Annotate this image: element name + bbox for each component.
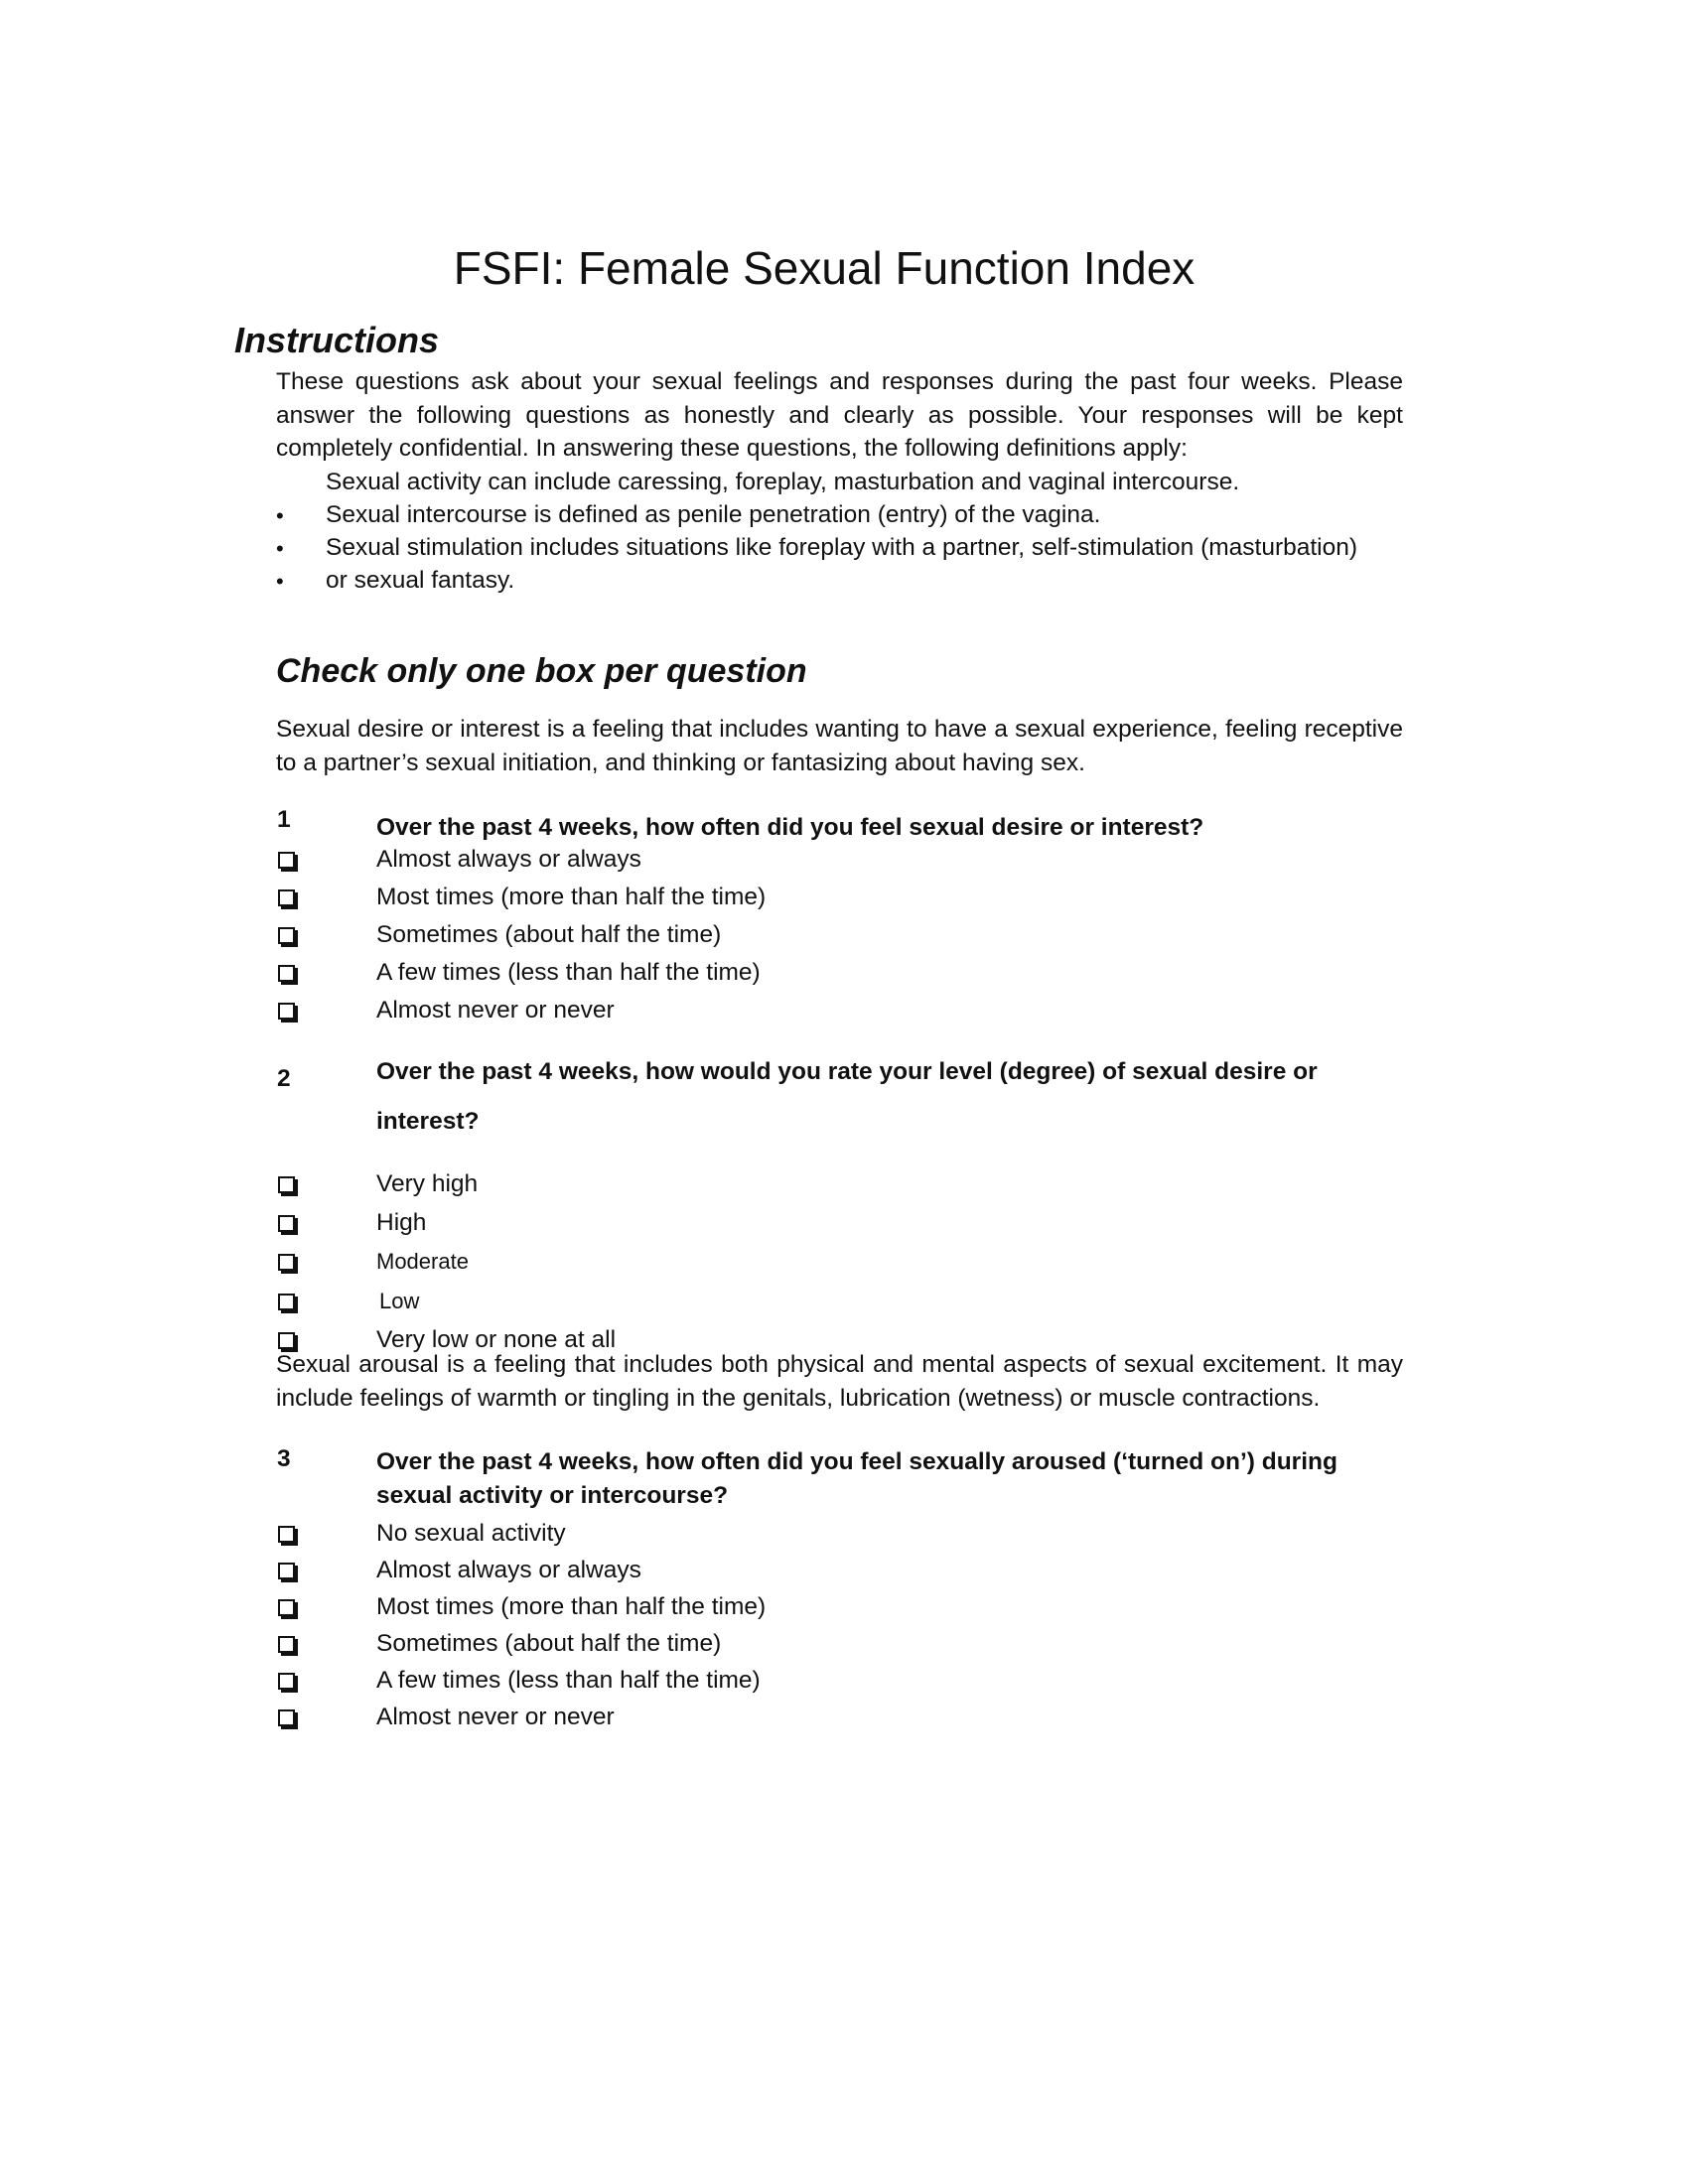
option-label: Sometimes (about half the time) [376, 921, 722, 948]
checkbox-icon[interactable] [278, 1332, 295, 1349]
checkbox-icon[interactable] [278, 852, 295, 869]
question-2-option-3[interactable] [278, 1245, 469, 1279]
question-1-option-1[interactable] [278, 843, 641, 877]
definition-sexual-stimulation: Sexual stimulation includes situations like foreplay with a partner, self-stimulation (masturbation) [326, 534, 1358, 561]
instructions-intro: These questions ask about your sexual feelings and responses during the past four weeks. Please answer the following questions as honestly and clearly as possible. Your responses will be kept completely confidential. In answering these questions, the following definitions apply: [276, 368, 1403, 462]
option-label: Almost always or always [376, 846, 641, 873]
question-1-option-4[interactable] [278, 956, 761, 990]
option-label: A few times (less than half the time) [376, 959, 761, 986]
question-2-text-line1: Over the past 4 weeks, how would you rate your level (degree) of sexual desire or [376, 1058, 1318, 1085]
checkbox-icon[interactable] [278, 1599, 295, 1616]
question-3-option-5[interactable] [278, 1664, 761, 1698]
checkbox-icon[interactable] [278, 1563, 295, 1579]
checkbox-icon[interactable] [278, 1003, 295, 1020]
option-label: Almost never or never [376, 1704, 615, 1730]
question-2-number: 2 [277, 1065, 291, 1092]
option-label: Low [379, 1289, 420, 1313]
option-label: Most times (more than half the time) [376, 1593, 767, 1620]
check-one-heading: Check only one box per question [276, 652, 807, 690]
definition-sexual-intercourse: Sexual intercourse is defined as penile penetration (entry) of the vagina. [326, 501, 1101, 528]
option-label: Almost always or always [376, 1557, 641, 1583]
option-label: Almost never or never [376, 997, 615, 1024]
question-2-option-4[interactable] [278, 1285, 420, 1318]
option-label: Very high [376, 1170, 479, 1197]
checkbox-icon[interactable] [278, 889, 295, 906]
checkbox-icon[interactable] [278, 1215, 295, 1232]
option-label: Most times (more than half the time) [376, 884, 767, 910]
checkbox-icon[interactable] [278, 965, 295, 982]
instructions-heading: Instructions [234, 320, 440, 360]
option-label: Moderate [376, 1249, 469, 1274]
question-3-option-1[interactable] [278, 1517, 566, 1551]
question-2-text-line2: interest? [376, 1108, 480, 1135]
option-label: Very low or none at all [376, 1326, 617, 1353]
checkbox-icon[interactable] [278, 1709, 295, 1726]
definition-sexual-stimulation-cont: or sexual fantasy. [326, 567, 515, 594]
question-3-option-6[interactable] [278, 1701, 615, 1734]
question-1-number: 1 [277, 806, 291, 833]
option-label: High [376, 1209, 427, 1236]
question-1-option-5[interactable] [278, 994, 615, 1027]
option-label: A few times (less than half the time) [376, 1667, 761, 1694]
question-3-text: Over the past 4 weeks, how often did you feel sexually aroused (‘turned on’) during sexual activity or intercourse? [376, 1448, 1337, 1509]
checkbox-icon[interactable] [278, 1254, 295, 1271]
checkbox-icon[interactable] [278, 1526, 295, 1543]
question-1-option-3[interactable] [278, 918, 722, 952]
checkbox-icon[interactable] [278, 1294, 295, 1310]
question-2-option-2[interactable] [278, 1206, 427, 1240]
definition-sexual-activity: Sexual activity can include caressing, foreplay, masturbation and vaginal intercourse. [326, 469, 1240, 495]
arousal-definition: Sexual arousal is a feeling that includes both physical and mental aspects of sexual excitement. It may include feelings of warmth or tingling in the genitals, lubrication (wetness) or muscle contractions. [276, 1351, 1403, 1412]
bullet-2: • [276, 536, 284, 561]
bullet-1: • [276, 503, 284, 528]
checkbox-icon[interactable] [278, 1176, 295, 1193]
page-title: FSFI: Female Sexual Function Index [453, 242, 1196, 294]
question-1-text: Over the past 4 weeks, how often did you feel sexual desire or interest? [376, 814, 1204, 841]
question-3-option-2[interactable] [278, 1554, 641, 1587]
question-3-number: 3 [277, 1445, 291, 1472]
checkbox-icon[interactable] [278, 1636, 295, 1653]
checkbox-icon[interactable] [278, 927, 295, 944]
question-1-option-2[interactable] [278, 881, 767, 914]
desire-definition: Sexual desire or interest is a feeling that includes wanting to have a sexual experience, feeling receptive to a partner’s sexual initiation, and thinking or fantasizing about having sex. [276, 716, 1403, 776]
question-3-option-3[interactable] [278, 1590, 767, 1624]
option-label: No sexual activity [376, 1520, 566, 1547]
question-3-option-4[interactable] [278, 1627, 722, 1661]
bullet-3: • [276, 569, 284, 594]
question-2-option-1[interactable] [278, 1167, 479, 1201]
checkbox-icon[interactable] [278, 1673, 295, 1690]
option-label: Sometimes (about half the time) [376, 1630, 722, 1657]
